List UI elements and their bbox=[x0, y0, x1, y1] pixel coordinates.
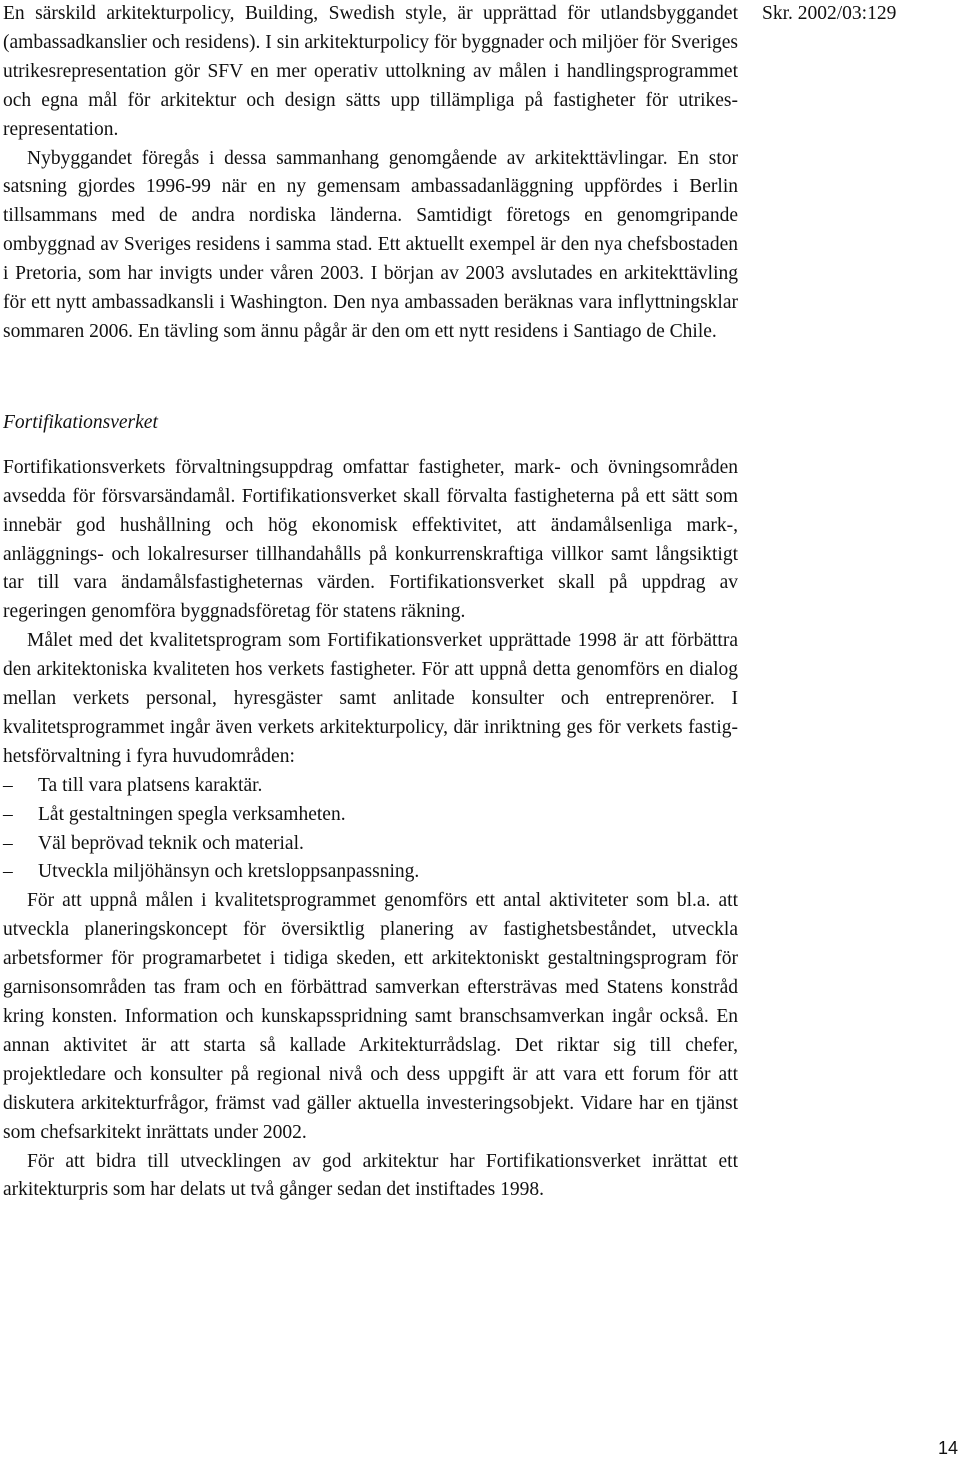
closing-paragraph-2: För att bidra till utvecklingen av god arkitektur har Fortifikationsverket inrättat ett arkitekturpris som har delats ut två gånger sedan det instiftades 1998. bbox=[3, 1150, 738, 1201]
document-reference: Skr. 2002/03:129 bbox=[762, 3, 897, 24]
list-item-text: Ta till vara platsens karaktär. bbox=[38, 774, 263, 796]
list-item bbox=[3, 830, 738, 859]
closing-paragraph-1: För att uppnå målen i kvalitetsprogrammet genomförs ett antal aktiviteter som bl.a. att utveckla planeringskoncept för översiktlig planering av fastighetsbeståndet, utveckla arbetsformer för programarbetet i tidiga skeden, ett arkitektoniskt gestaltningsprogram för garnisonsområden tas fram och en förbättrad samverkan eftersträvas med Statens konstråd kring konsten. Information och kunskapsspridning samt branschsamverkan ingår också. En annan aktivitet är att starta så kallade Arkitekturrådslag. Det riktar sig till chefer, projektledare och konsulter på regional nivå och dess uppgift är att vara ett forum för att diskutera arkitekturfrågor, främst vad gäller aktuella investeringsobjekt. Vidare har en tjänst som chefsarkitekt inrättats under 2002. bbox=[3, 890, 738, 1143]
section-heading: Fortifikationsverket bbox=[3, 411, 158, 433]
section-paragraph-1: Fortifikationsverkets förvaltningsuppdrag omfattar fastigheter, mark- och övningsområden avsedda för försvarsändamål. Fortifikationsverket skall förvalta fastigheterna på ett sätt som innebär god hushållning och hög ekonomisk effektivitet, att ändamålsenliga mark-, anläggnings- och lokalresurser tillhandahålls på konkurrenskraftiga villkor samt långsiktigt tar till vara ändamålsfastigheternas värden. Fortifikationsverket skall på uppdrag av regeringen genomföra byggnadsföretag för statens räkning. bbox=[3, 456, 738, 623]
dash-marker: – bbox=[3, 774, 13, 796]
list-item-text: Utveckla miljöhänsyn och kretsloppsanpassning. bbox=[38, 861, 420, 883]
section-paragraph-2: Målet med det kvalitetsprogram som Fortifikationsverket upprättade 1998 är att förbättra den arkitektoniska kvaliteten hos verkets fastigheter. För att uppnå detta genomförs en dialog mellan verkets personal, hyresgäster samt anlitade konsulter och entreprenörer. I kvalitetsprogrammet ingår även verkets arkitekturpolicy, där inriktning ges för verkets fastighetsförvaltning i fyra huvudområden: bbox=[3, 630, 738, 767]
dash-marker: – bbox=[3, 832, 13, 854]
list-item-text: Väl beprövad teknik och material. bbox=[38, 832, 304, 854]
dash-marker: – bbox=[3, 803, 13, 825]
dash-marker: – bbox=[3, 861, 13, 883]
list-item bbox=[3, 858, 738, 887]
intro-paragraph-1: En särskild arkitekturpolicy, Building, Swedish style, är upprättad för utlandsbyggandet (ambassadkanslier och residens). I sin arkitekturpolicy för byggnader och miljöer för Sveriges utrikesrepresentation gör SFV en mer operativ uttolkning av målen i handlingsprogrammet och egna mål för arkitektur och design sätts upp tillämpliga på fastigheter för utrikesrepresentation. bbox=[3, 3, 738, 140]
list-item-text: Låt gestaltningen spegla verksamheten. bbox=[38, 803, 346, 825]
focus-areas-list bbox=[3, 772, 738, 888]
list-item bbox=[3, 801, 738, 830]
intro-paragraph-2: Nybyggandet föregås i dessa sammanhang genomgående av arkitekttävlingar. En stor satsning gjordes 1996-99 när en ny gemensam ambassadanläggning uppfördes i Berlin tillsammans med de andra nordiska länderna. Samtidigt företogs en genomgripande ombyggnad av Sveriges residens i samma stad. Ett aktuellt exempel är den nya chefsbostaden i Pretoria, som har invigts under våren 2003. I början av 2003 avslutades en arkitekttävling för ett nytt ambassadkansli i Washington. Den nya ambassaden beräknas vara inflyttningsklar sommaren 2006. En tävling som ännu pågår är den om ett nytt residens i Santiago de Chile. bbox=[3, 147, 738, 342]
list-item bbox=[3, 772, 738, 801]
page-number: 14 bbox=[937, 1438, 958, 1458]
document-body bbox=[3, 0, 738, 1205]
